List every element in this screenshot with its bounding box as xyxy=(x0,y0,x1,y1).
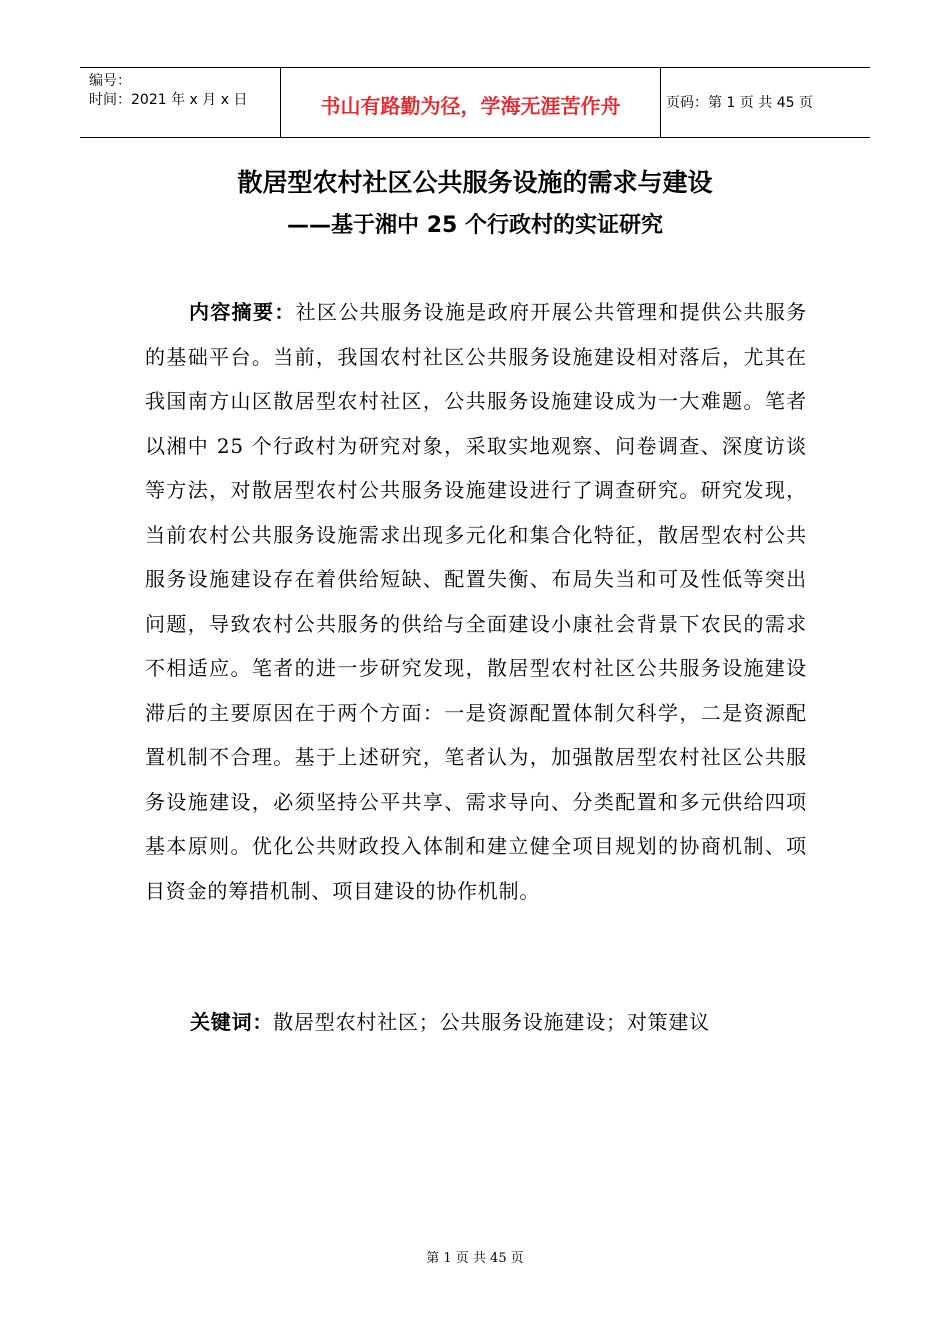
abstract-text: 社区公共服务设施是政府开展公共管理和提供公共服务的基础平台。当前，我国农村社区公共服务设施建设相对落后，尤其在我国南方山区散居型农村社区，公共服务设施建设成为一大难题。笔者以湘中 25 个行政村为研究对象，采取实地观察、问卷调查、深度访谈等方法，对散居型农村公共服务设施建设进行了调查研究。研究发现，当前农村公共服务设施需求出现多元化和集合化特征，散居型农村公共服务设施建设存在着供给短缺、配置失衡、布局失当和可及性低等突出问题，导致农村公共服务的供给与全面建设小康社会背景下农民的需求不相适应。笔者的进一步研究发现，散居型农村社区公共服务设施建设滞后的主要原因在于两个方面：一是资源配置体制欠科学，二是资源配置机制不合理。基于上述研究，笔者认为，加强散居型农村社区公共服务设施建设，必须坚持公平共享、需求导向、分类配置和多元供给四项基本原则。优化公共财政投入体制和建立健全项目规划的协商机制、项目资金的筹措机制、项目建设的协作机制。 xyxy=(145,300,808,903)
abstract-label: 内容摘要： xyxy=(189,300,296,324)
abstract-paragraph xyxy=(145,290,807,913)
serial-number-label: 编号： xyxy=(89,73,131,89)
keywords-line xyxy=(190,1006,710,1035)
date-label: 时间：2021 年 x 月 x 日 xyxy=(89,92,248,108)
keywords-label: 关键词： xyxy=(190,1010,274,1034)
header-info-cell xyxy=(80,68,281,137)
page-info: 页码：第 1 页 共 45 页 xyxy=(666,95,813,111)
document-title: 散居型农村社区公共服务设施的需求与建设 xyxy=(237,168,713,197)
document-subtitle: ——基于湘中 25 个行政村的实证研究 xyxy=(287,213,663,238)
keywords-text: 散居型农村社区；公共服务设施建设；对策建议 xyxy=(273,1010,711,1034)
header-table xyxy=(80,67,870,138)
page-footer: 第 1 页 共 45 页 xyxy=(426,1251,524,1266)
header-motto-cell xyxy=(281,68,661,137)
motto-text: 书山有路勤为径，学海无涯苦作舟 xyxy=(320,94,621,118)
header-page-cell xyxy=(661,68,870,137)
